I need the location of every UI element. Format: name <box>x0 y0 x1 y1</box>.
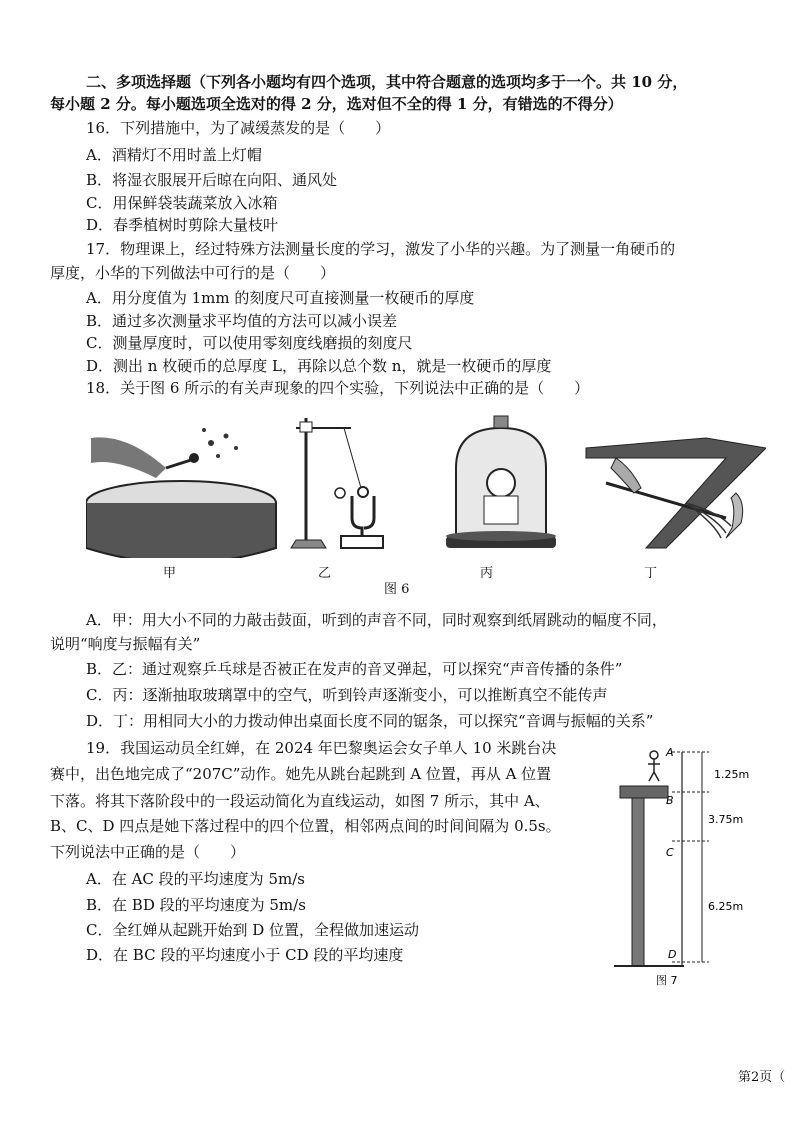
q19-stem-line1: 19．我国运动员全红婵，在 2024 年巴黎奥运会女子单人 10 米跳台决 <box>86 739 557 757</box>
tuning-fork-figure <box>291 418 383 548</box>
q17-option-b: B．通过多次测量求平均值的方法可以减小误差 <box>86 312 398 330</box>
drum-figure <box>86 428 276 558</box>
figure-6 <box>86 408 766 558</box>
section-heading-line2: 每小题 2 分。每小题选项全选对的得 2 分，选对但不全的得 1 分，有错选的不得分） <box>50 95 623 113</box>
distance-cd: 6.25m <box>708 900 744 913</box>
q17-stem-line2: 厚度，小华的下列做法中可行的是（ ） <box>50 264 336 282</box>
q19-option-b: B．在 BD 段的平均速度为 5m/s <box>86 896 306 914</box>
diver-icon <box>648 751 660 781</box>
point-label-d: D <box>668 948 677 961</box>
figure-label-ding: 丁 <box>644 566 658 581</box>
q18-option-c: C．丙：逐渐抽取玻璃罩中的空气，听到铃声逐渐变小，可以推断真空不能传声 <box>86 686 608 704</box>
figure-label-yi: 乙 <box>318 566 332 581</box>
distance-bc: 3.75m <box>708 813 744 826</box>
q19-option-d: D．在 BC 段的平均速度小于 CD 段的平均速度 <box>86 946 404 964</box>
q19-stem-line4: B、C、D 四点是她下落过程中的四个位置，相邻两点间的时间间隔为 0.5s。 <box>50 817 561 835</box>
saw-blade-figure <box>586 438 766 548</box>
q19-stem-line3: 下落。将其下落阶段中的一段运动简化为直线运动，如图 7 所示，其中 A、 <box>50 792 550 810</box>
distance-ab: 1.25m <box>714 768 750 781</box>
q19-option-a: A．在 AC 段的平均速度为 5m/s <box>86 870 305 888</box>
q18-option-d: D．丁：用相同大小的力拨动伸出桌面长度不同的锯条，可以探究“音调与振幅的关系” <box>86 712 654 730</box>
q17-option-c: C．测量厚度时，可以使用零刻度线磨损的刻度尺 <box>86 334 413 352</box>
bell-jar-figure <box>446 416 556 548</box>
figure-7-caption: 图 7 <box>656 974 678 987</box>
point-label-c: C <box>666 846 674 859</box>
figure-6-caption: 图 6 <box>384 582 410 597</box>
q17-option-a: A．用分度值为 1mm 的刻度尺可直接测量一枚硬币的厚度 <box>86 289 475 307</box>
q16-option-d: D．春季植树时剪除大量枝叶 <box>86 216 279 234</box>
q18-option-b: B．乙：通过观察乒乓球是否被正在发声的音叉弹起，可以探究“声音传播的条件” <box>86 660 623 678</box>
platform-top <box>620 786 668 798</box>
q17-stem-line1: 17．物理课上，经过特殊方法测量长度的学习，激发了小华的兴趣。为了测量一角硬币的 <box>86 240 676 258</box>
point-label-b: B <box>666 794 674 807</box>
page-number: 第2页（ <box>738 1070 786 1085</box>
point-label-a: A <box>666 748 674 759</box>
figure-label-jia: 甲 <box>163 566 177 581</box>
q18-option-a-line2: 说明“响度与振幅有关” <box>50 635 201 653</box>
q19-stem-line2: 赛中，出色地完成了“207C”动作。她先从跳台起跳到 A 位置，再从 A 位置 <box>50 765 552 783</box>
platform-pillar <box>632 798 644 966</box>
section-heading-line1: 二、多项选择题（下列各小题均有四个选项，其中符合题意的选项均多于一个。共 10 分， <box>86 73 688 91</box>
q18-stem: 18．关于图 6 所示的有关声现象的四个实验，下列说法中正确的是（ ） <box>86 379 590 397</box>
q16-option-b: B．将湿衣服展开后晾在向阳、通风处 <box>86 171 338 189</box>
q16-option-c: C．用保鲜袋装蔬菜放入冰箱 <box>86 194 278 212</box>
q16-stem: 16．下列措施中，为了减缓蒸发的是（ ） <box>86 119 391 137</box>
figure-label-bing: 丙 <box>480 566 494 581</box>
q19-option-c: C．全红婵从起跳开始到 D 位置，全程做加速运动 <box>86 921 420 939</box>
q17-option-d: D．测出 n 枚硬币的总厚度 L，再除以总个数 n，就是一枚硬币的厚度 <box>86 357 552 375</box>
q18-option-a-line1: A．甲：用大小不同的力敲击鼓面，听到的声音不同，同时观察到纸屑跳动的幅度不同， <box>86 611 667 629</box>
figure-7 <box>614 748 784 988</box>
q16-option-a: A．酒精灯不用时盖上灯帽 <box>86 146 262 164</box>
q19-stem-line5: 下列说法中正确的是（ ） <box>50 843 246 861</box>
